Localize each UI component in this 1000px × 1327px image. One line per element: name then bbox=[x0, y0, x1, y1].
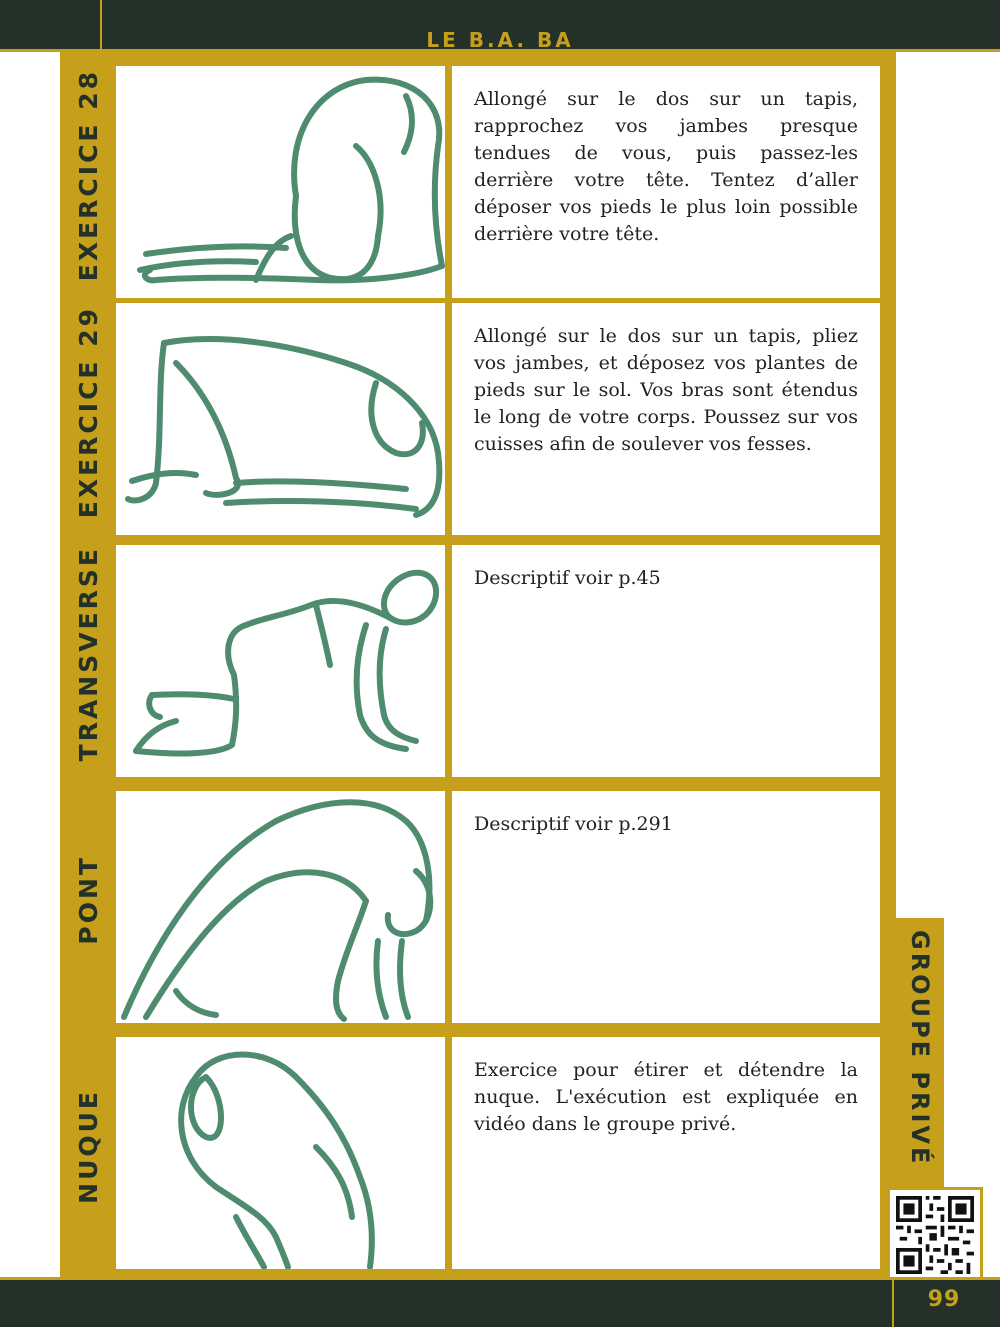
exercise-illustration bbox=[116, 791, 445, 1023]
bridge-lift-figure-icon bbox=[116, 303, 445, 535]
exercise-label-cell bbox=[60, 1023, 116, 1269]
exercise-row bbox=[60, 289, 896, 535]
exercise-label-cell bbox=[60, 531, 116, 777]
header-title: LE B.A. BA bbox=[426, 28, 574, 52]
neck-stretch-figure-icon bbox=[116, 1037, 445, 1269]
back-bridge-figure-icon bbox=[116, 791, 445, 1023]
bottom-bar bbox=[0, 1277, 1000, 1327]
exercise-illustration bbox=[116, 545, 445, 777]
qr-code-icon bbox=[896, 1196, 974, 1274]
exercise-description-cell bbox=[452, 1037, 880, 1269]
exercise-table bbox=[60, 52, 896, 1277]
exercise-description: Allongé sur le dos sur un tapis, pliez vos jambes, et déposez vos plantes de pieds sur le sol. Vos bras sont étendus le long de votre corps. Poussez sur vos cuisses afin de soulever vos fesses. bbox=[474, 325, 858, 455]
exercise-description-cell bbox=[452, 66, 880, 298]
exercise-label: TRANSVERSE bbox=[73, 546, 103, 762]
exercise-label-cell bbox=[60, 777, 116, 1023]
bottom-bar-divider bbox=[892, 1277, 894, 1327]
all-fours-figure-icon bbox=[116, 545, 445, 777]
exercise-row bbox=[60, 777, 896, 1023]
exercise-row bbox=[60, 1023, 896, 1269]
bottom-bar-rule bbox=[0, 1277, 1000, 1280]
plough-pose-figure-icon bbox=[116, 66, 445, 298]
private-group-label: GROUPE PRIVÉ bbox=[906, 929, 934, 1167]
exercise-label: PONT bbox=[73, 855, 103, 945]
exercise-row bbox=[60, 52, 896, 298]
exercise-label: EXERCICE 29 bbox=[73, 305, 103, 519]
exercise-description: Descriptif voir p.291 bbox=[474, 813, 673, 835]
exercise-label: EXERCICE 28 bbox=[73, 68, 103, 282]
private-group-label-wrap bbox=[896, 918, 944, 1178]
page-number: 99 bbox=[927, 1287, 961, 1312]
exercise-illustration bbox=[116, 1037, 445, 1269]
exercise-description-cell bbox=[452, 545, 880, 777]
exercise-illustration bbox=[116, 303, 445, 535]
exercise-label-cell bbox=[60, 52, 116, 298]
exercise-label: NUQUE bbox=[73, 1088, 103, 1204]
exercise-description-cell bbox=[452, 791, 880, 1023]
exercise-description-cell bbox=[452, 303, 880, 535]
qr-code[interactable] bbox=[887, 1187, 983, 1283]
exercise-row bbox=[60, 531, 896, 777]
exercise-description: Exercice pour étirer et détendre la nuque. L'exécution est expliquée en vidéo dans le groupe privé. bbox=[474, 1059, 858, 1135]
exercise-description: Descriptif voir p.45 bbox=[474, 567, 661, 589]
exercise-illustration bbox=[116, 66, 445, 298]
exercise-description: Allongé sur le dos sur un tapis, rapprochez vos jambes presque tendues de vous, puis passez-les derrière votre tête. Tentez d’aller déposer vos pieds le plus loin possible derrière votre tête. bbox=[474, 88, 858, 245]
exercise-label-cell bbox=[60, 289, 116, 535]
